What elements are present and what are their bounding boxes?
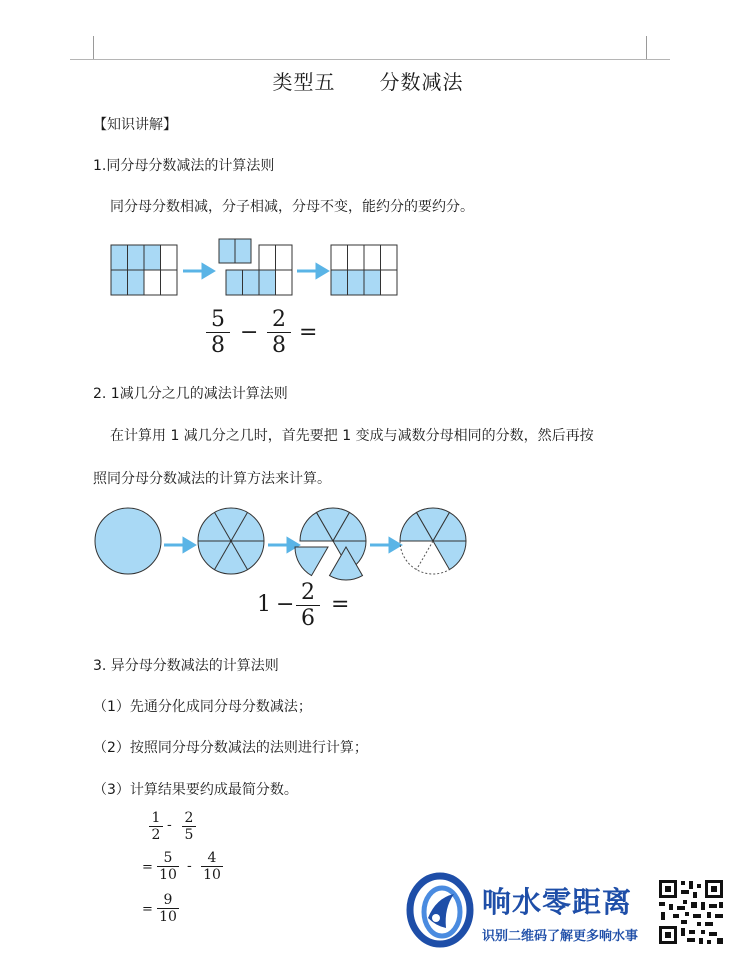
arrow-right-icon — [183, 265, 213, 277]
numerator: 2 — [272, 307, 286, 332]
brand-logo-icon — [406, 868, 478, 950]
grid-five-eighths — [111, 245, 177, 295]
numerator: 4 — [207, 850, 217, 866]
whole-circle — [95, 508, 161, 574]
denominator: 8 — [211, 333, 225, 358]
denominator: 6 — [301, 606, 315, 631]
equals-sign: = — [142, 902, 153, 917]
denominator: 8 — [272, 333, 286, 358]
denominator: 2 — [151, 827, 161, 843]
circle-sixths-removing — [295, 508, 366, 580]
grid-removed-two — [219, 239, 292, 295]
one-numeral: 1 — [257, 592, 271, 617]
arrow-right-icon — [164, 539, 194, 551]
arrow-right-icon — [297, 265, 327, 277]
rule1-frac-a — [206, 307, 230, 358]
crop-mark-left — [93, 36, 94, 60]
rule2-body-line1: 在计算用 1 减几分之几时，首先要把 1 变成与减数分母相同的分数，然后再按 — [110, 428, 594, 444]
brand-name: 响水零距离 — [482, 885, 633, 919]
numerator: 2 — [184, 810, 194, 826]
arrow-right-icon — [370, 539, 400, 551]
title-part2: 分数减法 — [379, 70, 464, 94]
denominator: 10 — [203, 867, 221, 883]
rule2-body-line2: 照同分母分数减法的计算方法来计算。 — [93, 471, 331, 487]
minus-sign: - — [187, 858, 192, 874]
circle-four-sixths-left — [400, 508, 466, 574]
rule1-diagram — [105, 235, 405, 297]
minus-sign: - — [167, 817, 172, 833]
numerator: 2 — [301, 580, 315, 605]
header-rule — [70, 59, 670, 60]
ex-l2-frac-b — [201, 850, 223, 883]
brand-slogan: 识别二维码了解更多响水事 — [482, 929, 639, 944]
grid-three-eighths — [331, 245, 397, 295]
numerator: 5 — [211, 307, 225, 332]
rule3-step-3: （3）计算结果要约成最简分数。 — [93, 782, 298, 798]
ex-l3-frac — [157, 892, 179, 925]
rule1-body: 同分母分数相减，分子相减，分母不变，能约分的要约分。 — [110, 199, 474, 215]
rule2-frac — [296, 580, 320, 631]
numerator: 1 — [151, 810, 161, 826]
ex-l2-frac-a — [157, 850, 179, 883]
equals-sign: = — [142, 860, 153, 875]
crop-mark-right — [646, 36, 647, 60]
section-heading: 【知识讲解】 — [93, 117, 177, 133]
rule3-heading: 3. 异分母分数减法的计算法则 — [93, 658, 279, 674]
rule1-frac-b — [267, 307, 291, 358]
title-part1: 类型五 — [272, 70, 336, 94]
rule3-step-1: （1）先通分化成同分母分数减法； — [93, 699, 312, 715]
equals-sign: = — [331, 592, 350, 617]
minus-sign: − — [240, 320, 259, 345]
equals-sign: = — [299, 320, 318, 345]
rule2-heading: 2. 1减几分之几的减法计算法则 — [93, 386, 288, 402]
denominator: 5 — [184, 827, 194, 843]
denominator: 10 — [159, 867, 177, 883]
arrow-right-icon — [268, 539, 298, 551]
rule2-diagram — [90, 503, 475, 583]
ex-l1-frac-a — [149, 810, 163, 843]
rule3-step-2: （2）按照同分母分数减法的法则进行计算； — [93, 740, 368, 756]
circle-sixths — [198, 508, 264, 574]
page-title — [0, 66, 736, 95]
numerator: 9 — [163, 892, 173, 908]
ex-l1-frac-b — [182, 810, 196, 843]
numerator: 5 — [163, 850, 173, 866]
denominator: 10 — [159, 909, 177, 925]
minus-sign: − — [276, 592, 295, 617]
qr-code-icon — [657, 878, 725, 946]
rule1-heading: 1.同分母分数减法的计算法则 — [93, 158, 275, 174]
